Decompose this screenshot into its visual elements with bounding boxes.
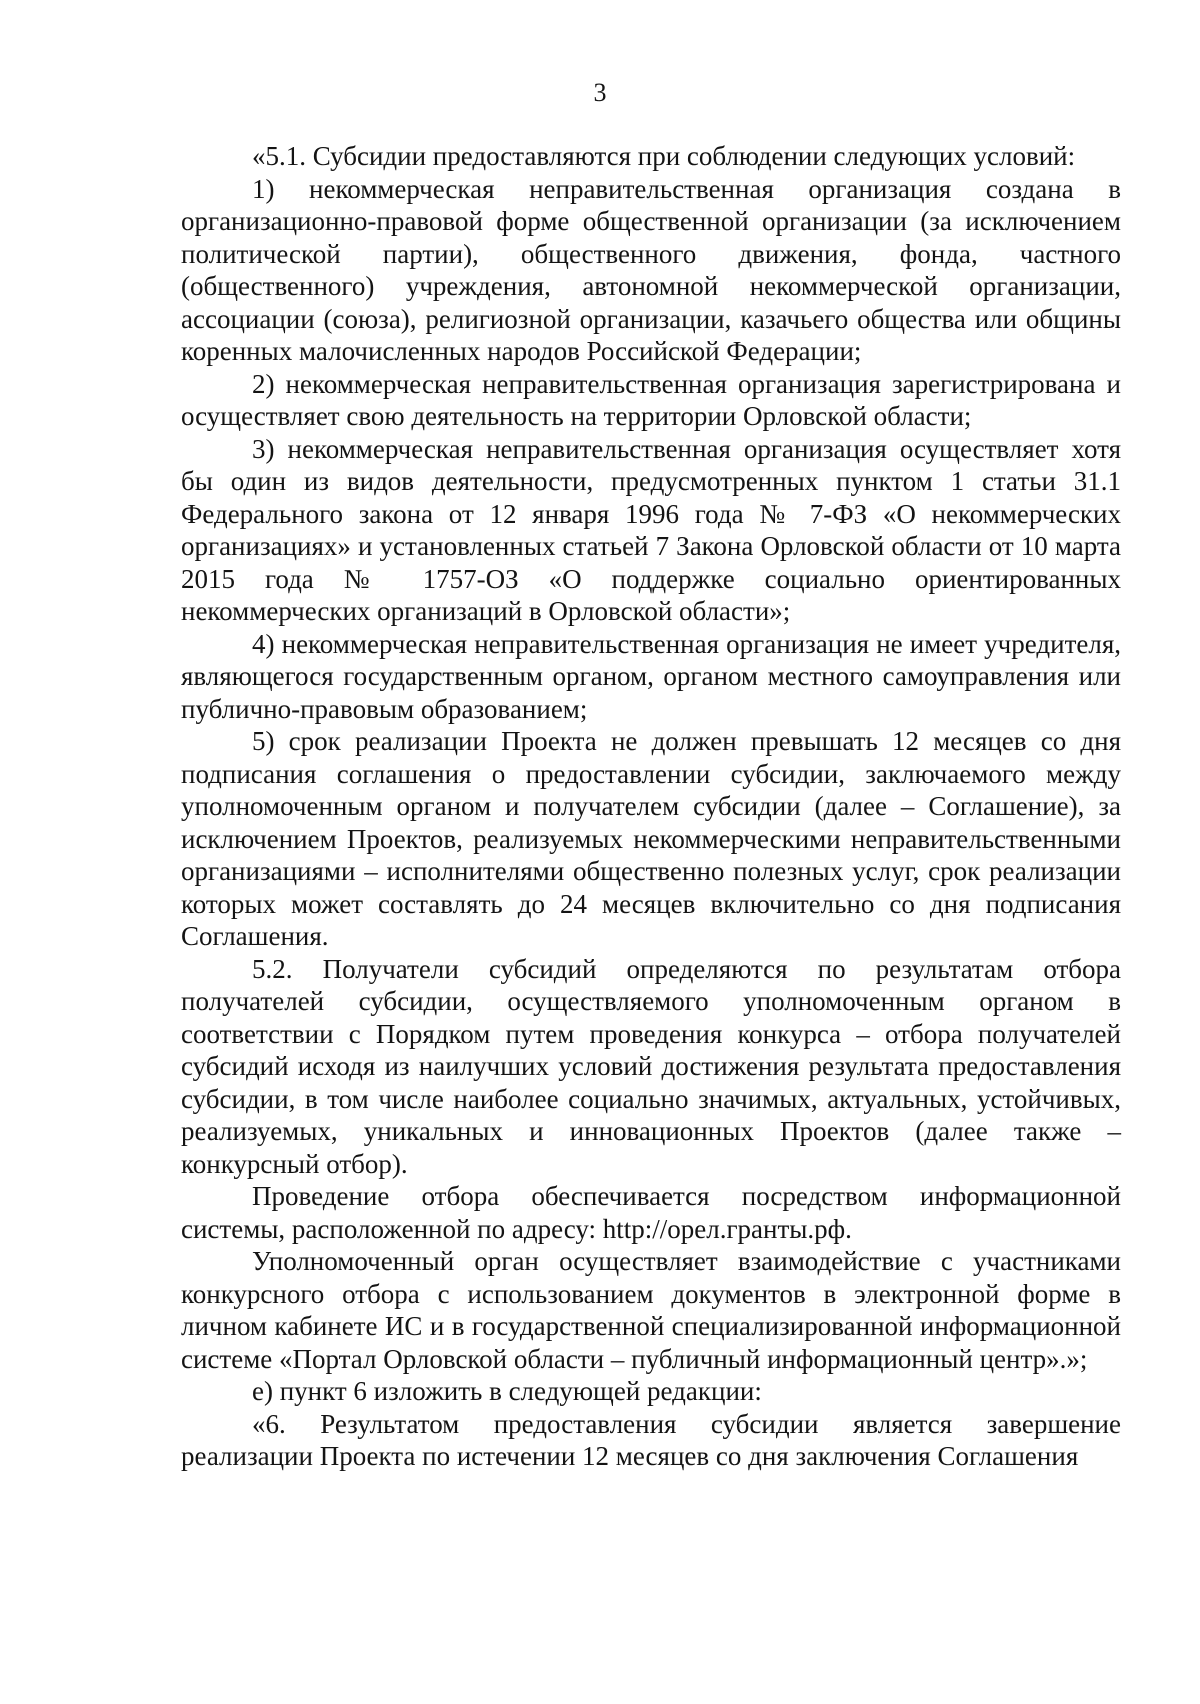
condition-5-paragraph: 5) срок реализации Проекта не должен превышать 12 месяцев со дня подписания соглашения о предоставлении субсидии, заключаемого между уполномоченным органом и получателем субсидии (далее – Соглашение), за исключением Проектов, реализуемых некоммерческими неправительственными организациями – исполнителями общественно полезных услуг, срок реализации которых может составлять до 24 месяцев включительно со дня подписания Соглашения. <box>181 726 1121 951</box>
condition-1-paragraph: 1) некоммерческая неправительственная организация создана в организационно-правовой форме общественной организации (за исключением политической партии), общественного движения, фонда, частного (общественного) учреждения, автономной некоммерческой организации, ассоциации (союза), религиозной организации, казачьего общества или общины коренных малочисленных народов Российской Федерации; <box>181 173 1121 366</box>
clause-6-paragraph: «6. Результатом предоставления субсидии является завершение реализации Проекта по истечении 12 месяцев со дня заключения Соглашения <box>181 1408 1121 1471</box>
clause-5-1-heading: «5.1. Субсидии предоставляются при соблюдении следующих условий: <box>252 141 1076 171</box>
document-body <box>181 140 1121 1473</box>
condition-3-paragraph: 3) некоммерческая неправительственная организация осуществляет хотя бы один из видов деятельности, предусмотренных пунктом 1 статьи 31.1 Федерального закона от 12 января 1996 года № 7-ФЗ «О некоммерческих организациях» и установленных статьей 7 Закона Орловской области от 10 марта 2015 года № 1757-ОЗ «О поддержке социально ориентированных некоммерческих организаций в Орловской области»; <box>181 433 1121 626</box>
clause-5-2-paragraph: 5.2. Получатели субсидий определяются по результатам отбора получателей субсидии, осуществляемого уполномоченным органом в соответствии с Порядком путем проведения конкурса – отбора получателей субсидий исходя из наилучших условий достижения результата предоставления субсидии, в том числе наиболее социально значимых, актуальных, устойчивых, реализуемых, уникальных и инновационных Проектов (далее также – конкурсный отбор). <box>181 953 1121 1179</box>
selection-system-paragraph: Проведение отбора обеспечивается посредством информационной системы, расположенной по адресу: http://орел.гранты.рф. <box>181 1181 1121 1244</box>
condition-2-paragraph: 2) некоммерческая неправительственная организация зарегистрирована и осуществляет свою деятельность на территории Орловской области; <box>181 368 1121 431</box>
authority-interaction-paragraph: Уполномоченный орган осуществляет взаимодействие с участниками конкурсного отбора с использованием документов в электронной форме в личном кабинете ИС и в государственной специализированной информационной системе «Портал Орловской области – публичный информационный центр».»; <box>181 1246 1121 1374</box>
amendment-item-e-paragraph: е) пункт 6 изложить в следующей редакции: <box>252 1376 762 1406</box>
page-number: 3 <box>593 78 607 107</box>
condition-4-paragraph: 4) некоммерческая неправительственная организация не имеет учредителя, являющегося государственным органом, органом местного самоуправления или публично-правовым образованием; <box>181 628 1121 724</box>
